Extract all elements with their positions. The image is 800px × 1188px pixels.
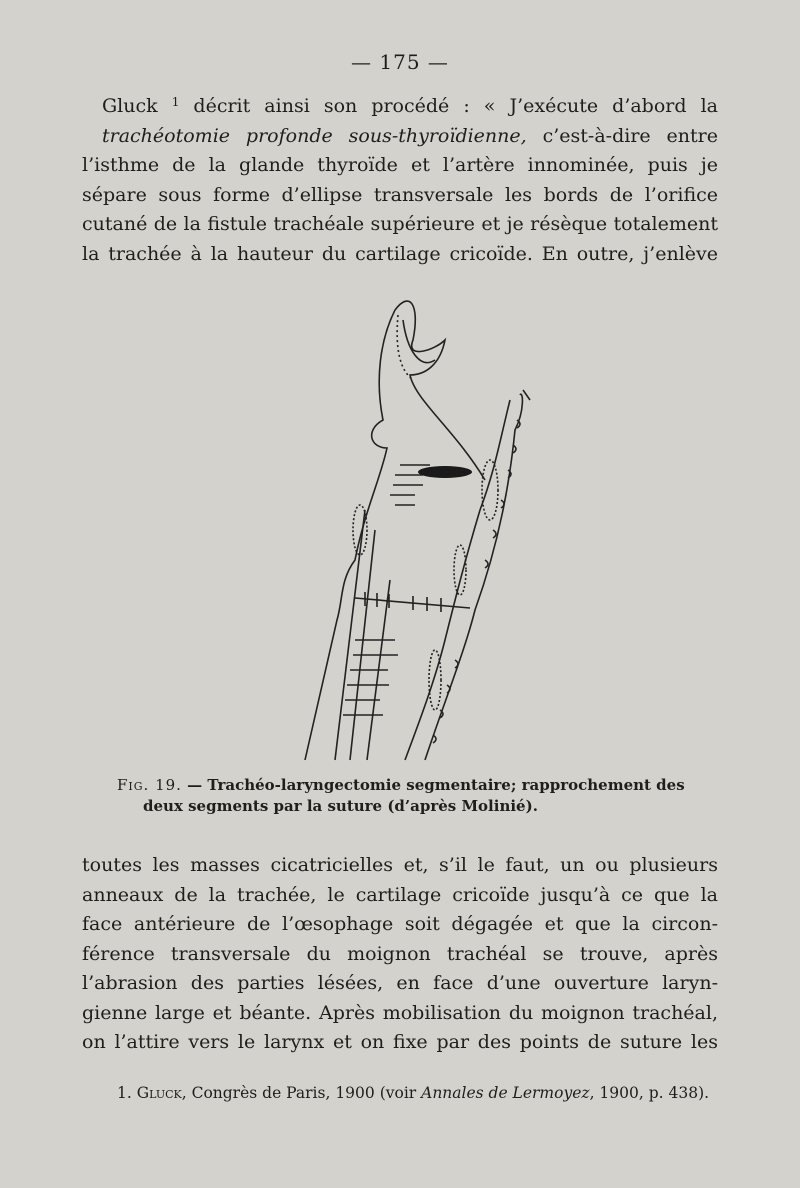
figure-label: Fig. 19.	[117, 776, 182, 794]
paragraph-1-line-4: sépare sous forme d’ellipse transversale les bords de l’orifice	[82, 183, 718, 206]
trachea-suture-drawing	[295, 280, 565, 765]
footnote	[117, 1083, 737, 1103]
text-segment: décrit ainsi son procédé : « J’exécute d’abord la	[179, 95, 718, 117]
footnote-ref: 1	[171, 95, 180, 109]
paragraph-2-line-7: on l’attire vers le larynx et on fixe par des points de suture les	[82, 1031, 718, 1053]
paragraph-1-line-2	[82, 122, 718, 152]
paragraph-2-line-6: gienne large et béante. Après mobilisation du moignon trachéal,	[82, 1001, 718, 1024]
paragraph-2	[82, 851, 718, 1058]
paragraph-2-line-1: toutes les masses cicatricielles et, s’il le faut, un ou plusieurs	[82, 854, 718, 876]
text-segment: Gluck	[102, 95, 158, 117]
italic-term: trachéotomie profonde sous-thyroïdienne,	[102, 124, 527, 147]
footnote-number: 1.	[117, 1084, 132, 1102]
footnote-journal: Annales de Lermoyez	[421, 1084, 590, 1102]
paragraph-1-line-3: l’isthme de la glande thyroïde et l’artère innominée, puis je	[82, 154, 718, 176]
paragraph-1-line-6: la trachée à la hauteur du cartilage cricoïde. En outre, j’enlève	[82, 242, 718, 265]
paragraph-1-line-1	[82, 88, 718, 122]
paragraph-2-line-5: l’abrasion des parties lésées, en face d’une ouverture laryn-	[82, 972, 718, 994]
caption-line-2: deux segments par la suture (d’après Molinié).	[143, 797, 538, 815]
footnote-text: , Congrès de Paris, 1900 (voir	[181, 1084, 422, 1102]
footnote-text-end: , 1900, p. 438).	[589, 1084, 710, 1102]
paragraph-2-line-2: anneaux de la trachée, le cartilage cricoïde jusqu’à ce que la	[82, 883, 718, 906]
paragraph-1-line-5: cutané de la fistule trachéale supérieure et je résèque totalement	[82, 213, 718, 235]
paragraph-1	[82, 88, 718, 269]
footnote-author: Gluck	[136, 1084, 182, 1102]
paragraph-2-line-4: férence transversale du moignon trachéal se trouve, après	[82, 942, 718, 965]
caption-line-1: — Trachéo-laryngectomie segmentaire; rapprochement des	[181, 776, 685, 794]
text-segment: c’est-à-dire entre	[526, 124, 718, 147]
figure-caption	[117, 775, 697, 817]
figure-illustration	[295, 280, 565, 765]
page-number: — 175 —	[351, 50, 449, 74]
paragraph-2-line-3: face antérieure de l’œsophage soit dégagée et que la circon-	[82, 913, 718, 935]
